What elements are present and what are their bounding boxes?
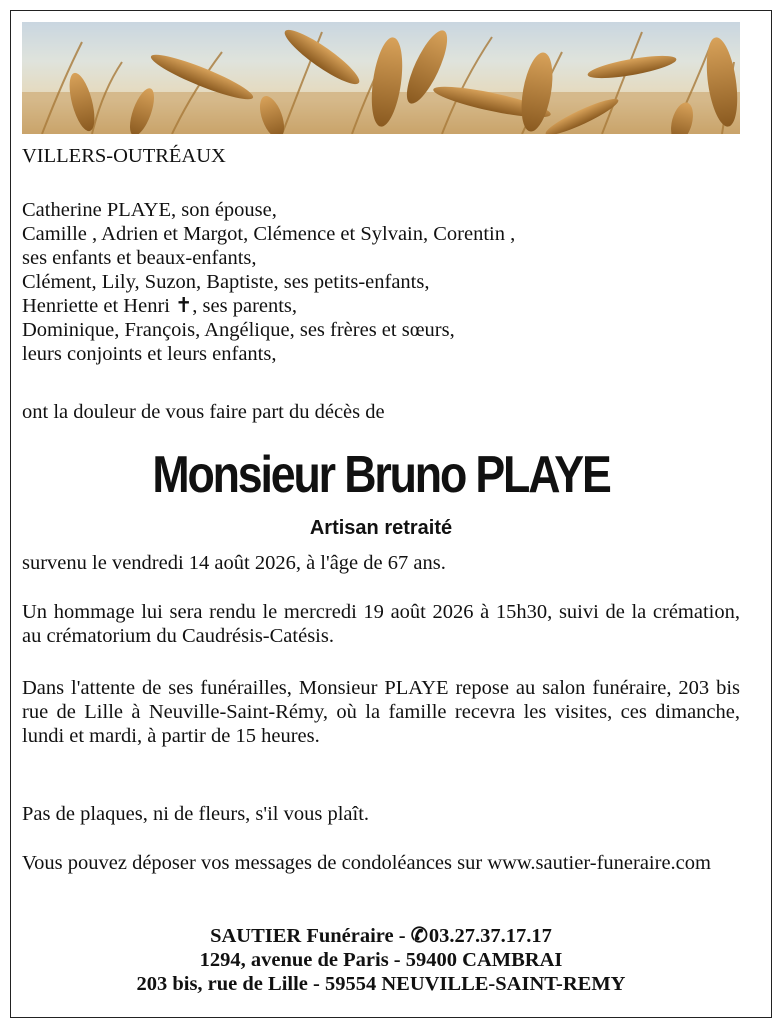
family-line: leurs conjoints et leurs enfants, <box>22 343 277 365</box>
family-line: Clément, Lily, Suzon, Baptiste, ses petits-enfants, <box>22 271 430 293</box>
deceased-name: Monsieur Bruno PLAYE <box>152 446 610 504</box>
salon-paragraph: Dans l'attente de ses funérailles, Monsieur PLAYE repose au salon funéraire, 203 bis rue de Lille à Neuville-Saint-Rémy, où la famille recevra les visites, ces dimanche, lundi et mardi, à partir de 15 heures. <box>22 677 740 747</box>
family-line: Dominique, François, Angélique, ses frères et sœurs, <box>22 319 455 341</box>
company-line <box>22 924 740 948</box>
phone-icon: ✆ <box>410 925 428 947</box>
family-line: Catherine PLAYE, son épouse, <box>22 199 277 221</box>
funeral-home-footer <box>22 924 740 996</box>
address-line-2: 203 bis, rue de Lille - 59554 NEUVILLE-SAINT-REMY <box>136 973 626 995</box>
wheat-field-illustration <box>22 22 740 134</box>
family-line: Henriette et Henri ✝, ses parents, <box>22 295 298 317</box>
place-name: VILLERS-OUTRÉAUX <box>22 145 226 167</box>
family-list <box>22 198 740 366</box>
wheat-banner-image <box>22 22 740 134</box>
death-line: survenu le vendredi 14 août 2026, à l'âge de 67 ans. <box>22 552 446 574</box>
announcement-text: ont la douleur de vous faire part du décès de <box>22 401 385 423</box>
homage-paragraph: Un hommage lui sera rendu le mercredi 19 août 2026 à 15h30, suivi de la crémation, au crématorium du Caudrésis-Catésis. <box>22 601 740 647</box>
family-line: Camille , Adrien et Margot, Clémence et Sylvain, Corentin , <box>22 223 516 245</box>
profession: Artisan retraité <box>309 517 453 539</box>
no-flowers-text: Pas de plaques, ni de fleurs, s'il vous plaît. <box>22 803 370 825</box>
phone-number: 03.27.37.17.17 <box>428 925 552 947</box>
family-line: ses enfants et beaux-enfants, <box>22 247 257 269</box>
company-name: SAUTIER Funéraire - <box>210 925 411 947</box>
condolences-paragraph: Vous pouvez déposer vos messages de condoléances sur www.sautier-funeraire.com <box>22 852 711 874</box>
address-line-1: 1294, avenue de Paris - 59400 CAMBRAI <box>199 949 563 971</box>
